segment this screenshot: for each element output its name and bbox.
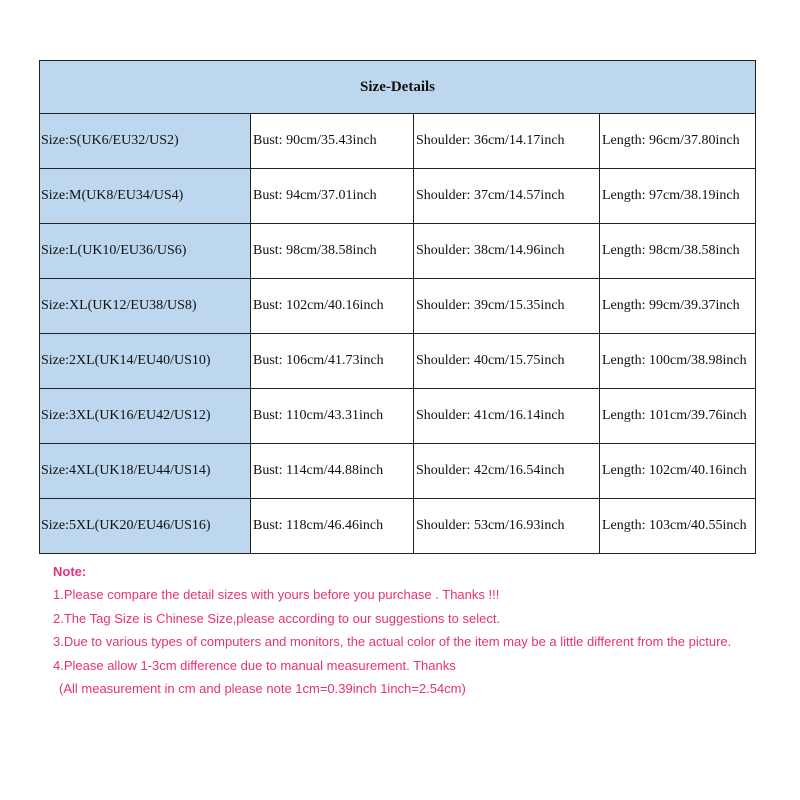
note-line: 2.The Tag Size is Chinese Size,please according to our suggestions to select. <box>53 610 501 626</box>
bust-cell: Bust: 98cm/38.58inch <box>251 224 414 279</box>
size-cell: Size:4XL(UK18/EU44/US14) <box>40 444 251 499</box>
shoulder-cell: Shoulder: 36cm/14.17inch <box>414 114 600 169</box>
shoulder-cell: Shoulder: 40cm/15.75inch <box>414 334 600 389</box>
length-cell: Length: 102cm/40.16inch <box>600 444 756 499</box>
length-cell: Length: 97cm/38.19inch <box>600 169 756 224</box>
size-cell: Size:5XL(UK20/EU46/US16) <box>40 499 251 554</box>
length-cell: Length: 96cm/37.80inch <box>600 114 756 169</box>
size-cell: Size:3XL(UK16/EU42/US12) <box>40 389 251 444</box>
shoulder-cell: Shoulder: 41cm/16.14inch <box>414 389 600 444</box>
bust-cell: Bust: 114cm/44.88inch <box>251 444 414 499</box>
table-row <box>40 114 756 169</box>
shoulder-cell: Shoulder: 53cm/16.93inch <box>414 499 600 554</box>
table-row <box>40 169 756 224</box>
shoulder-cell: Shoulder: 39cm/15.35inch <box>414 279 600 334</box>
shoulder-cell: Shoulder: 42cm/16.54inch <box>414 444 600 499</box>
bust-cell: Bust: 102cm/40.16inch <box>251 279 414 334</box>
size-cell: Size:2XL(UK14/EU40/US10) <box>40 334 251 389</box>
bust-cell: Bust: 94cm/37.01inch <box>251 169 414 224</box>
notes-title: Note: <box>53 564 87 579</box>
size-details-table <box>39 60 756 554</box>
table-header-row <box>40 61 756 114</box>
length-cell: Length: 98cm/38.58inch <box>600 224 756 279</box>
size-cell: Size:XL(UK12/EU38/US8) <box>40 279 251 334</box>
size-cell: Size:S(UK6/EU32/US2) <box>40 114 251 169</box>
table-row <box>40 444 756 499</box>
note-measurement-line: (All measurement in cm and please note 1cm=0.39inch 1inch=2.54cm) <box>59 681 466 696</box>
table-title: Size-Details <box>40 61 756 114</box>
table-row <box>40 334 756 389</box>
size-cell: Size:M(UK8/EU34/US4) <box>40 169 251 224</box>
length-cell: Length: 100cm/38.98inch <box>600 334 756 389</box>
table-row <box>40 389 756 444</box>
bust-cell: Bust: 90cm/35.43inch <box>251 114 414 169</box>
length-cell: Length: 103cm/40.55inch <box>600 499 756 554</box>
bust-cell: Bust: 110cm/43.31inch <box>251 389 414 444</box>
bust-cell: Bust: 106cm/41.73inch <box>251 334 414 389</box>
length-cell: Length: 101cm/39.76inch <box>600 389 756 444</box>
note-line: 1.Please compare the detail sizes with yours before you purchase . Thanks !!! <box>53 587 500 602</box>
shoulder-cell: Shoulder: 38cm/14.96inch <box>414 224 600 279</box>
size-cell: Size:L(UK10/EU36/US6) <box>40 224 251 279</box>
note-line: 4.Please allow 1-3cm difference due to manual measurement. Thanks <box>53 657 456 673</box>
table-row <box>40 224 756 279</box>
note-line: 3.Due to various types of computers and monitors, the actual color of the item may be a little different from the picture. <box>53 634 732 649</box>
notes-section <box>53 564 793 705</box>
table-row <box>40 279 756 334</box>
shoulder-cell: Shoulder: 37cm/14.57inch <box>414 169 600 224</box>
bust-cell: Bust: 118cm/46.46inch <box>251 499 414 554</box>
length-cell: Length: 99cm/39.37inch <box>600 279 756 334</box>
table-row <box>40 499 756 554</box>
